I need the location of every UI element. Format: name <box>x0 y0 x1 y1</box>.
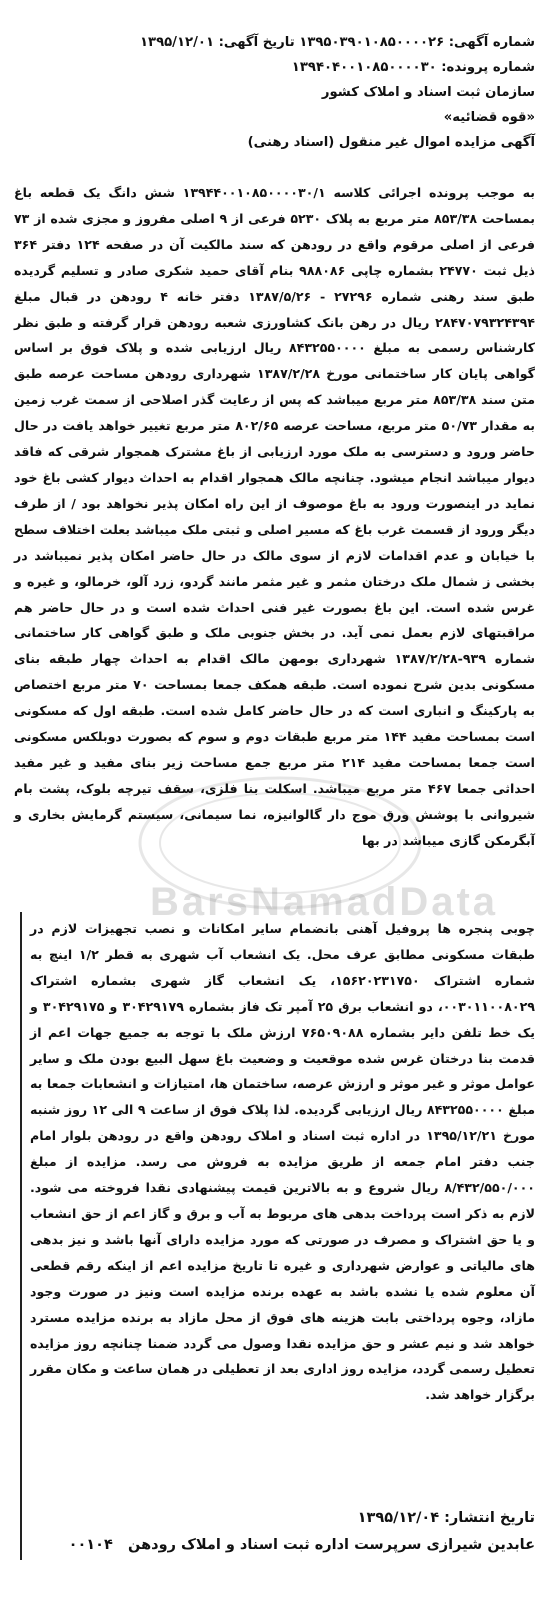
organization-name: سازمان ثبت اسناد و املاک کشور <box>321 85 535 100</box>
notice-footer <box>30 1505 535 1559</box>
notice-header <box>14 30 535 155</box>
notice-body-lower: چوبی پنجره ها پروفیل آهنی بانضمام سایر امکانات و نصب تجهیزات لازم در طبقات مسکونی مطابق عرف محل. یک انشعاب آب شهری به قطر ۱/۲ اینچ به شماره اشتراک ۱۵۶۲۰۲۳۱۷۵۰، یک انشعاب گاز شهری بشماره اشتراک ۰۰۳۰۱۱۰۰۸۰۲۹، دو انشعاب برق ۲۵ آمپر تک فاز بشماره ۳۰۴۲۹۱۷۹ و ۳۰۴۲۹۱۷۵ و یک خط تلفن دایر بشماره ۷۶۵۰۹۰۸۸ ارزش ملک با توجه به جمیع جهات اعم از قدمت بنا درختان غرس شده موقعیت و وضعیت باغ سهل البیع بودن ملک و سایر عوامل موثر و غیر موثر و ارزش عرصه، ساختمان ها، امتیازات و انشعابات جمعا به مبلغ ۸۴۳۲۵۵۰۰۰۰ ریال ارزیابی گردیده. لذا پلاک فوق از ساعت ۹ الی ۱۲ روز شنبه مورخ ۱۳۹۵/۱۲/۲۱ در اداره ثبت اسناد و املاک رودهن واقع در رودهن بلوار امام جنب دفتر امام جمعه از طریق مزایده به فروش می رسد. مزایده از مبلغ ۸/۴۳۲/۵۵۰/۰۰۰ ریال شروع و به بالاترین قیمت پیشنهادی نقدا فروخته می شود. لازم به ذکر است پرداخت بدهی های مربوط به آب و برق و گاز اعم از حق انشعاب و یا حق اشتراک و مصرف در صورتی که مورد مزایده دارای آنها باشد و نیز بدهی های مالیاتی و عوارض شهرداری و غیره تا تاریخ مزایده اعم از اینکه رقم قطعی آن معلوم شده یا نشده باشد به عهده برنده مزایده است ونیز در صورت وجود مازاد، وجوه پرداختی بابت هزینه های فوق از محل مازاد به برنده مزایده مسترد خواهد شد و نیم عشر و حق مزایده نقدا وصول می گردد ضمنا چنانچه روز مزایده تعطیل رسمی گردد، مزایده روز اداری بعد از تعطیلی در همان ساعت و مکان مقرر برگزار خواهد شد. <box>30 921 536 1403</box>
signer: عابدین شیرازی سرپرست اداره ثبت اسناد و املاک رودهن <box>128 1537 535 1553</box>
notice-title: آگهی مزایده اموال غیر منقول (اسناد رهنی) <box>247 135 535 150</box>
notice-number: شماره آگهی: ۱۳۹۵۰۳۹۰۱۰۸۵۰۰۰۰۲۶ تاریخ آگهی: ۱۳۹۵/۱۲/۰۱ <box>139 35 535 50</box>
notice-body-upper: به موجب پرونده اجرائی کلاسه ۱۳۹۴۴۰۰۱۰۸۵۰۰۰۰۳۰/۱ شش دانگ یک قطعه باغ بمساحت ۸۵۳/۳۸ متر مربع به پلاک ۵۲۳۰ فرعی از ۹ اصلی مفروز و مجزی شده از ۷۳ فرعی از اصلی مرقوم واقع در رودهن که سند مالکیت آن در صفحه ۱۲۴ دفتر ۳۶۴ ذیل ثبت ۲۴۷۷۰ بشماره چاپی ۹۸۸۰۸۶ بنام آقای حمید شکری صادر و تسلیم گردیده طبق سند رهنی شماره ۲۷۲۹۶ - ۱۳۸۷/۵/۲۶ دفتر خانه ۴ رودهن در قبال مبلغ ۲۸۴۷۰۷۹۳۲۴۳۹۴ ریال در رهن بانک کشاورزی شعبه رودهن قرار گرفته و طبق نظر کارشناس رسمی به مبلغ ۸۴۳۲۵۵۰۰۰۰ ریال ارزیابی شده و پلاک فوق بر اساس گواهی پایان کار ساختمانی مورخ ۱۳۸۷/۲/۲۸ شهرداری رودهن مساحت عرصه طبق متن سند ۸۵۳/۳۸ متر مربع میباشد که پس از رعایت گذر اصلاحی از سمت غرب زمین به مقدار ۵۰/۷۳ متر مربع، مساحت عرصه ۸۰۲/۶۵ متر مربع تغییر خواهد یافت در حال حاضر ورود و دسترسی به ملک مورد ارزیابی از باغ مشترک همجوار شرقی که فاقد دیوار میباشد انجام میشود. چنانچه مالک همجوار اقدام به احداث دیوار کشی باغ خود نماید در اینصورت ورود به باغ موصوف از این راه امکان پذیر نخواهد بود / از طرف دیگر ورود از قسمت غرب باغ که مسیر اصلی و ثبتی ملک میباشد بعلت اختلاف سطح با خیابان و عدم اقدامات لازم از سوی مالک در حال حاضر امکان پذیر نمیباشد در بخشی ز شمال ملک درختان مثمر و غیر مثمر مانند گردو، زرد آلو، خرمالو، و غیره و غرس شده است. این باغ بصورت غیر فنی احداث شده است و در حال حاضر هم مراقبتهای لازم بعمل نمی آید. در بخش جنوبی ملک و طبق گواهی کار ساختمانی شماره ۹۳۹-۱۳۸۷/۲/۲۸ شهرداری بومهن مالک اقدام به احداث چهار طبقه بنای مسکونی بدین شرح نموده است. طبقه همکف جمعا بمساحت ۷۰ متر مربع اختصاص به پارکینگ و انباری است که در حال حاضر کامل شده است. طبقه اول که مسکونی است بمساحت مفید ۱۴۴ متر مربع طبقات دوم و سوم که بصورت دوبلکس مسکونی است جمعا بمساحت مفید ۲۱۴ متر مربع جمع مساحت زیر بنای مفید و غیر مفید احداثی جمعا ۴۶۷ متر مربع میباشد. اسکلت بنا فلزی، سقف تیرچه بلوک، پشت بام شیروانی با پوشش ورق موج دار گالوانیزه، نما سیمانی، سیستم گرمایش بخاری و آبگرمکن گازی میباشد در بها <box>14 185 536 848</box>
case-number: شماره پرونده: ۱۳۹۴۰۴۰۰۱۰۸۵۰۰۰۰۳۰ <box>291 60 535 75</box>
notice-code: ۰۰۱۰۴ <box>68 1537 113 1553</box>
watermark-text: BarsNamadData <box>150 880 499 924</box>
judiciary-label: «قوه قضائیه» <box>443 110 535 125</box>
publish-date: تاریخ انتشار: ۱۳۹۵/۱۲/۰۴ <box>357 1510 535 1526</box>
